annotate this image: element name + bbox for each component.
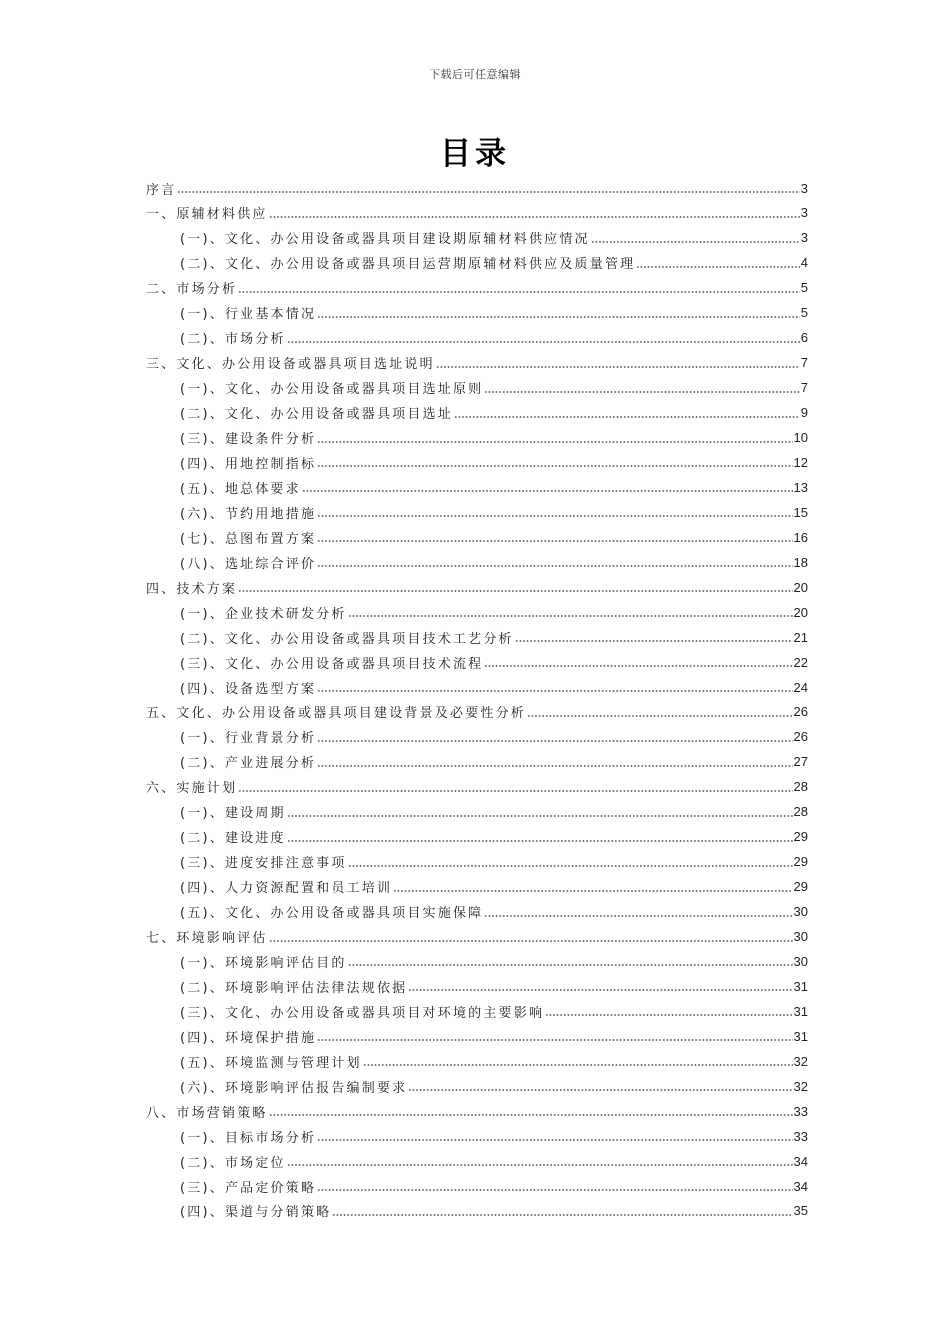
- toc-entry-page-number: 20: [793, 604, 808, 620]
- toc-dot-leader: [515, 640, 793, 642]
- toc-dot-leader: [484, 665, 792, 667]
- toc-dot-leader: [348, 964, 793, 966]
- toc-entry-label: (一)、目标市场分析: [180, 1130, 317, 1146]
- toc-entry-label: (二)、市场定位: [180, 1155, 286, 1171]
- toc-dot-leader: [287, 341, 800, 343]
- toc-dot-leader: [484, 915, 792, 917]
- toc-entry-label: (二)、市场分析: [180, 332, 286, 348]
- toc-entry-label: 五、文化、办公用设备或器具项目建设背景及必要性分析: [146, 706, 527, 722]
- toc-entry-label: (一)、建设周期: [180, 806, 286, 822]
- toc-entry-chapter[interactable]: [146, 775, 808, 799]
- toc-dot-leader: [317, 316, 800, 318]
- toc-entry-page-number: 3: [800, 230, 808, 246]
- toc-entry-chapter[interactable]: [146, 176, 808, 200]
- toc-entry-section[interactable]: [180, 974, 808, 998]
- toc-entry-section[interactable]: [180, 1074, 808, 1098]
- toc-entry-page-number: 7: [800, 355, 808, 371]
- toc-entry-label: (二)、产业进展分析: [180, 756, 317, 772]
- toc-entry-page-number: 32: [793, 1078, 808, 1094]
- toc-entry-section[interactable]: [180, 1049, 808, 1073]
- toc-entry-label: 七、环境影响评估: [146, 931, 268, 946]
- toc-entry-section[interactable]: [180, 1174, 808, 1198]
- toc-entry-label: (三)、文化、办公用设备或器具项目技术流程: [180, 656, 484, 672]
- toc-entry-page-number: 15: [793, 504, 808, 520]
- toc-dot-leader: [317, 1139, 792, 1141]
- toc-entry-label: (二)、建设进度: [180, 831, 286, 847]
- toc-entry-page-number: 5: [800, 280, 808, 296]
- toc-entry-label: (七)、总图布置方案: [180, 531, 317, 547]
- toc-entry-page-number: 29: [793, 854, 808, 870]
- toc-entry-page-number: 22: [793, 654, 808, 670]
- toc-entry-label: (三)、进度安排注意事项: [180, 856, 347, 872]
- toc-entry-page-number: 18: [793, 554, 808, 570]
- toc-entry-page-number: 26: [793, 704, 808, 720]
- toc-entry-page-number: 20: [793, 579, 808, 595]
- toc-dot-leader: [317, 441, 792, 443]
- toc-entry-label: (三)、建设条件分析: [180, 432, 317, 447]
- toc-entry-label: (六)、环境影响评估报告编制要求: [180, 1080, 408, 1096]
- toc-entry-section[interactable]: [180, 1024, 808, 1048]
- toc-entry-section[interactable]: [180, 500, 808, 524]
- toc-entry-section[interactable]: [180, 550, 808, 574]
- toc-dot-leader: [269, 216, 800, 218]
- toc-dot-leader: [454, 416, 800, 418]
- toc-dot-leader: [287, 1164, 793, 1166]
- toc-entry-label: 一、原辅材料供应: [146, 207, 268, 223]
- toc-entry-page-number: 33: [793, 1128, 808, 1144]
- toc-entry-section[interactable]: [180, 525, 808, 549]
- toc-entry-section[interactable]: [180, 650, 808, 674]
- toc-entry-page-number: 34: [793, 1178, 808, 1194]
- toc-entry-page-number: 35: [793, 1203, 808, 1219]
- toc-entry-chapter[interactable]: [146, 575, 808, 599]
- toc-entry-page-number: 6: [800, 330, 808, 346]
- toc-dot-leader: [408, 1089, 792, 1091]
- toc-entry-page-number: 26: [793, 729, 808, 745]
- toc-entry-label: 二、市场分析: [146, 282, 238, 298]
- toc-entry-label: (四)、人力资源配置和员工培训: [180, 881, 393, 897]
- toc-entry-label: (二)、环境影响评估法律法规依据: [180, 980, 408, 996]
- toc-dot-leader: [317, 515, 792, 517]
- toc-entry-label: (六)、节约用地措施: [180, 506, 317, 522]
- toc-entry-section[interactable]: [180, 1149, 808, 1173]
- toc-entry-label: (八)、选址综合评价: [180, 556, 317, 572]
- toc-entry-page-number: 13: [793, 479, 808, 495]
- toc-entry-section[interactable]: [180, 625, 808, 649]
- toc-entry-page-number: 28: [793, 804, 808, 820]
- toc-entry-page-number: 12: [793, 454, 808, 470]
- toc-dot-leader: [408, 989, 792, 991]
- toc-dot-leader: [317, 765, 792, 767]
- toc-dot-leader: [317, 740, 792, 742]
- toc-dot-leader: [287, 815, 793, 817]
- toc-dot-leader: [317, 465, 792, 467]
- toc-entry-page-number: 30: [793, 953, 808, 969]
- toc-entry-page-number: 28: [793, 779, 808, 795]
- toc-dot-leader: [269, 1114, 793, 1116]
- toc-entry-label: (一)、企业技术研发分析: [180, 606, 347, 622]
- toc-dot-leader: [177, 191, 799, 193]
- toc-entry-label: 六、实施计划: [146, 781, 238, 797]
- toc-dot-leader: [363, 1064, 793, 1066]
- toc-dot-leader: [393, 890, 792, 892]
- toc-entry-section[interactable]: [180, 875, 808, 899]
- toc-entry-label: (五)、文化、办公用设备或器具项目实施保障: [180, 906, 484, 922]
- toc-entry-page-number: 16: [793, 529, 808, 545]
- toc-entry-label: 八、市场营销策略: [146, 1105, 268, 1121]
- toc-entry-section[interactable]: [180, 949, 808, 973]
- toc-entry-page-number: 3: [800, 205, 808, 221]
- toc-entry-page-number: 9: [800, 405, 808, 421]
- page-title: 目录: [440, 136, 510, 172]
- toc-entry-page-number: 31: [793, 1028, 808, 1044]
- toc-entry-section[interactable]: [180, 426, 808, 450]
- toc-entry-section[interactable]: [180, 725, 808, 749]
- toc-entry-label: (三)、产品定价策略: [180, 1180, 317, 1196]
- toc-entry-label: (四)、用地控制指标: [180, 456, 317, 472]
- toc-entry-label: (一)、行业基本情况: [180, 307, 317, 323]
- toc-entry-chapter[interactable]: [146, 351, 808, 375]
- toc-entry-label: (二)、文化、办公用设备或器具项目运营期原辅材料供应及质量管理: [180, 257, 636, 273]
- toc-entry-page-number: 3: [800, 180, 808, 196]
- toc-entry-section[interactable]: [180, 475, 808, 499]
- toc-entry-label: (二)、文化、办公用设备或器具项目选址: [180, 407, 453, 423]
- toc-dot-leader: [317, 690, 792, 692]
- toc-entry-label: (一)、行业背景分析: [180, 731, 317, 747]
- toc-entry-chapter[interactable]: [146, 925, 808, 949]
- toc-dot-leader: [238, 291, 800, 293]
- toc-entry-section[interactable]: [180, 301, 808, 325]
- toc-entry-label: (四)、渠道与分销策略: [180, 1205, 332, 1221]
- toc-entry-section[interactable]: [180, 999, 808, 1023]
- toc-entry-label: 三、文化、办公用设备或器具项目选址说明: [146, 357, 435, 373]
- toc-dot-leader: [302, 490, 793, 492]
- toc-dot-leader: [269, 940, 793, 942]
- toc-entry-page-number: 7: [800, 380, 808, 396]
- toc-entry-page-number: 31: [793, 978, 808, 994]
- toc-entry-chapter[interactable]: [146, 1099, 808, 1123]
- toc-dot-leader: [348, 615, 793, 617]
- toc-entry-label: (五)、环境监测与管理计划: [180, 1055, 362, 1071]
- toc-entry-label: (一)、文化、办公用设备或器具项目选址原则: [180, 382, 484, 398]
- toc-dot-leader: [636, 266, 799, 268]
- toc-entry-chapter[interactable]: [146, 700, 808, 724]
- toc-dot-leader: [317, 1189, 792, 1191]
- toc-entry-label: (一)、文化、办公用设备或器具项目建设期原辅材料供应情况: [180, 232, 590, 248]
- toc-entry-section[interactable]: [180, 675, 808, 699]
- toc-entry-page-number: 34: [793, 1153, 808, 1169]
- toc-entry-page-number: 30: [793, 904, 808, 920]
- toc-entry-page-number: 24: [793, 679, 808, 695]
- toc-entry-page-number: 21: [793, 629, 808, 645]
- toc-entry-page-number: 31: [793, 1003, 808, 1019]
- toc-entry-label: 四、技术方案: [146, 581, 238, 597]
- toc-entry-section[interactable]: [180, 900, 808, 924]
- toc-entry-section[interactable]: [180, 226, 808, 250]
- toc-entry-section[interactable]: [180, 800, 808, 824]
- toc-entry-label: (一)、环境影响评估目的: [180, 955, 347, 971]
- toc-dot-leader: [287, 840, 793, 842]
- toc-entry-page-number: 27: [793, 754, 808, 770]
- toc-entry-page-number: 10: [793, 430, 808, 445]
- toc-dot-leader: [317, 1039, 792, 1041]
- toc-entry-label: (二)、文化、办公用设备或器具项目技术工艺分析: [180, 631, 514, 647]
- toc-dot-leader: [484, 391, 799, 393]
- toc-entry-section[interactable]: [180, 1124, 808, 1148]
- toc-entry-section[interactable]: [180, 850, 808, 874]
- toc-entry-page-number: 29: [793, 829, 808, 845]
- toc-dot-leader: [332, 1214, 792, 1216]
- toc-dot-leader: [545, 1014, 792, 1016]
- toc-dot-leader: [238, 590, 792, 592]
- toc-entry-page-number: 4: [800, 255, 808, 271]
- toc-entry-section[interactable]: [180, 1199, 808, 1223]
- toc-entry-section[interactable]: [180, 251, 808, 275]
- toc-dot-leader: [317, 565, 792, 567]
- page-header: 下载后可任意编辑: [429, 68, 521, 81]
- toc-dot-leader: [348, 865, 793, 867]
- toc-entry-label: (五)、地总体要求: [180, 481, 301, 497]
- toc-dot-leader: [436, 366, 800, 368]
- toc-entry-section[interactable]: [180, 600, 808, 624]
- toc-dot-leader: [317, 540, 792, 542]
- toc-entry-page-number: 29: [793, 879, 808, 895]
- toc-entry-section[interactable]: [180, 825, 808, 849]
- toc-entry-section[interactable]: [180, 450, 808, 474]
- toc-dot-leader: [591, 241, 800, 243]
- toc-entry-page-number: 32: [793, 1053, 808, 1069]
- toc-entry-section[interactable]: [180, 401, 808, 425]
- toc-entry-label: (四)、设备选型方案: [180, 681, 317, 697]
- toc-entry-page-number: 30: [793, 929, 808, 944]
- toc-entry-section[interactable]: [180, 326, 808, 350]
- toc-entry-label: 序言: [146, 182, 177, 198]
- toc-entry-label: (三)、文化、办公用设备或器具项目对环境的主要影响: [180, 1005, 545, 1021]
- toc-entry-chapter[interactable]: [146, 276, 808, 300]
- toc-entry-section[interactable]: [180, 750, 808, 774]
- toc-entry-page-number: 33: [793, 1103, 808, 1119]
- toc-entry-chapter[interactable]: [146, 201, 808, 225]
- toc-dot-leader: [238, 790, 792, 792]
- toc-entry-label: (四)、环境保护措施: [180, 1030, 317, 1046]
- toc-entry-section[interactable]: [180, 376, 808, 400]
- toc-entry-page-number: 5: [800, 305, 808, 321]
- toc-dot-leader: [527, 715, 793, 717]
